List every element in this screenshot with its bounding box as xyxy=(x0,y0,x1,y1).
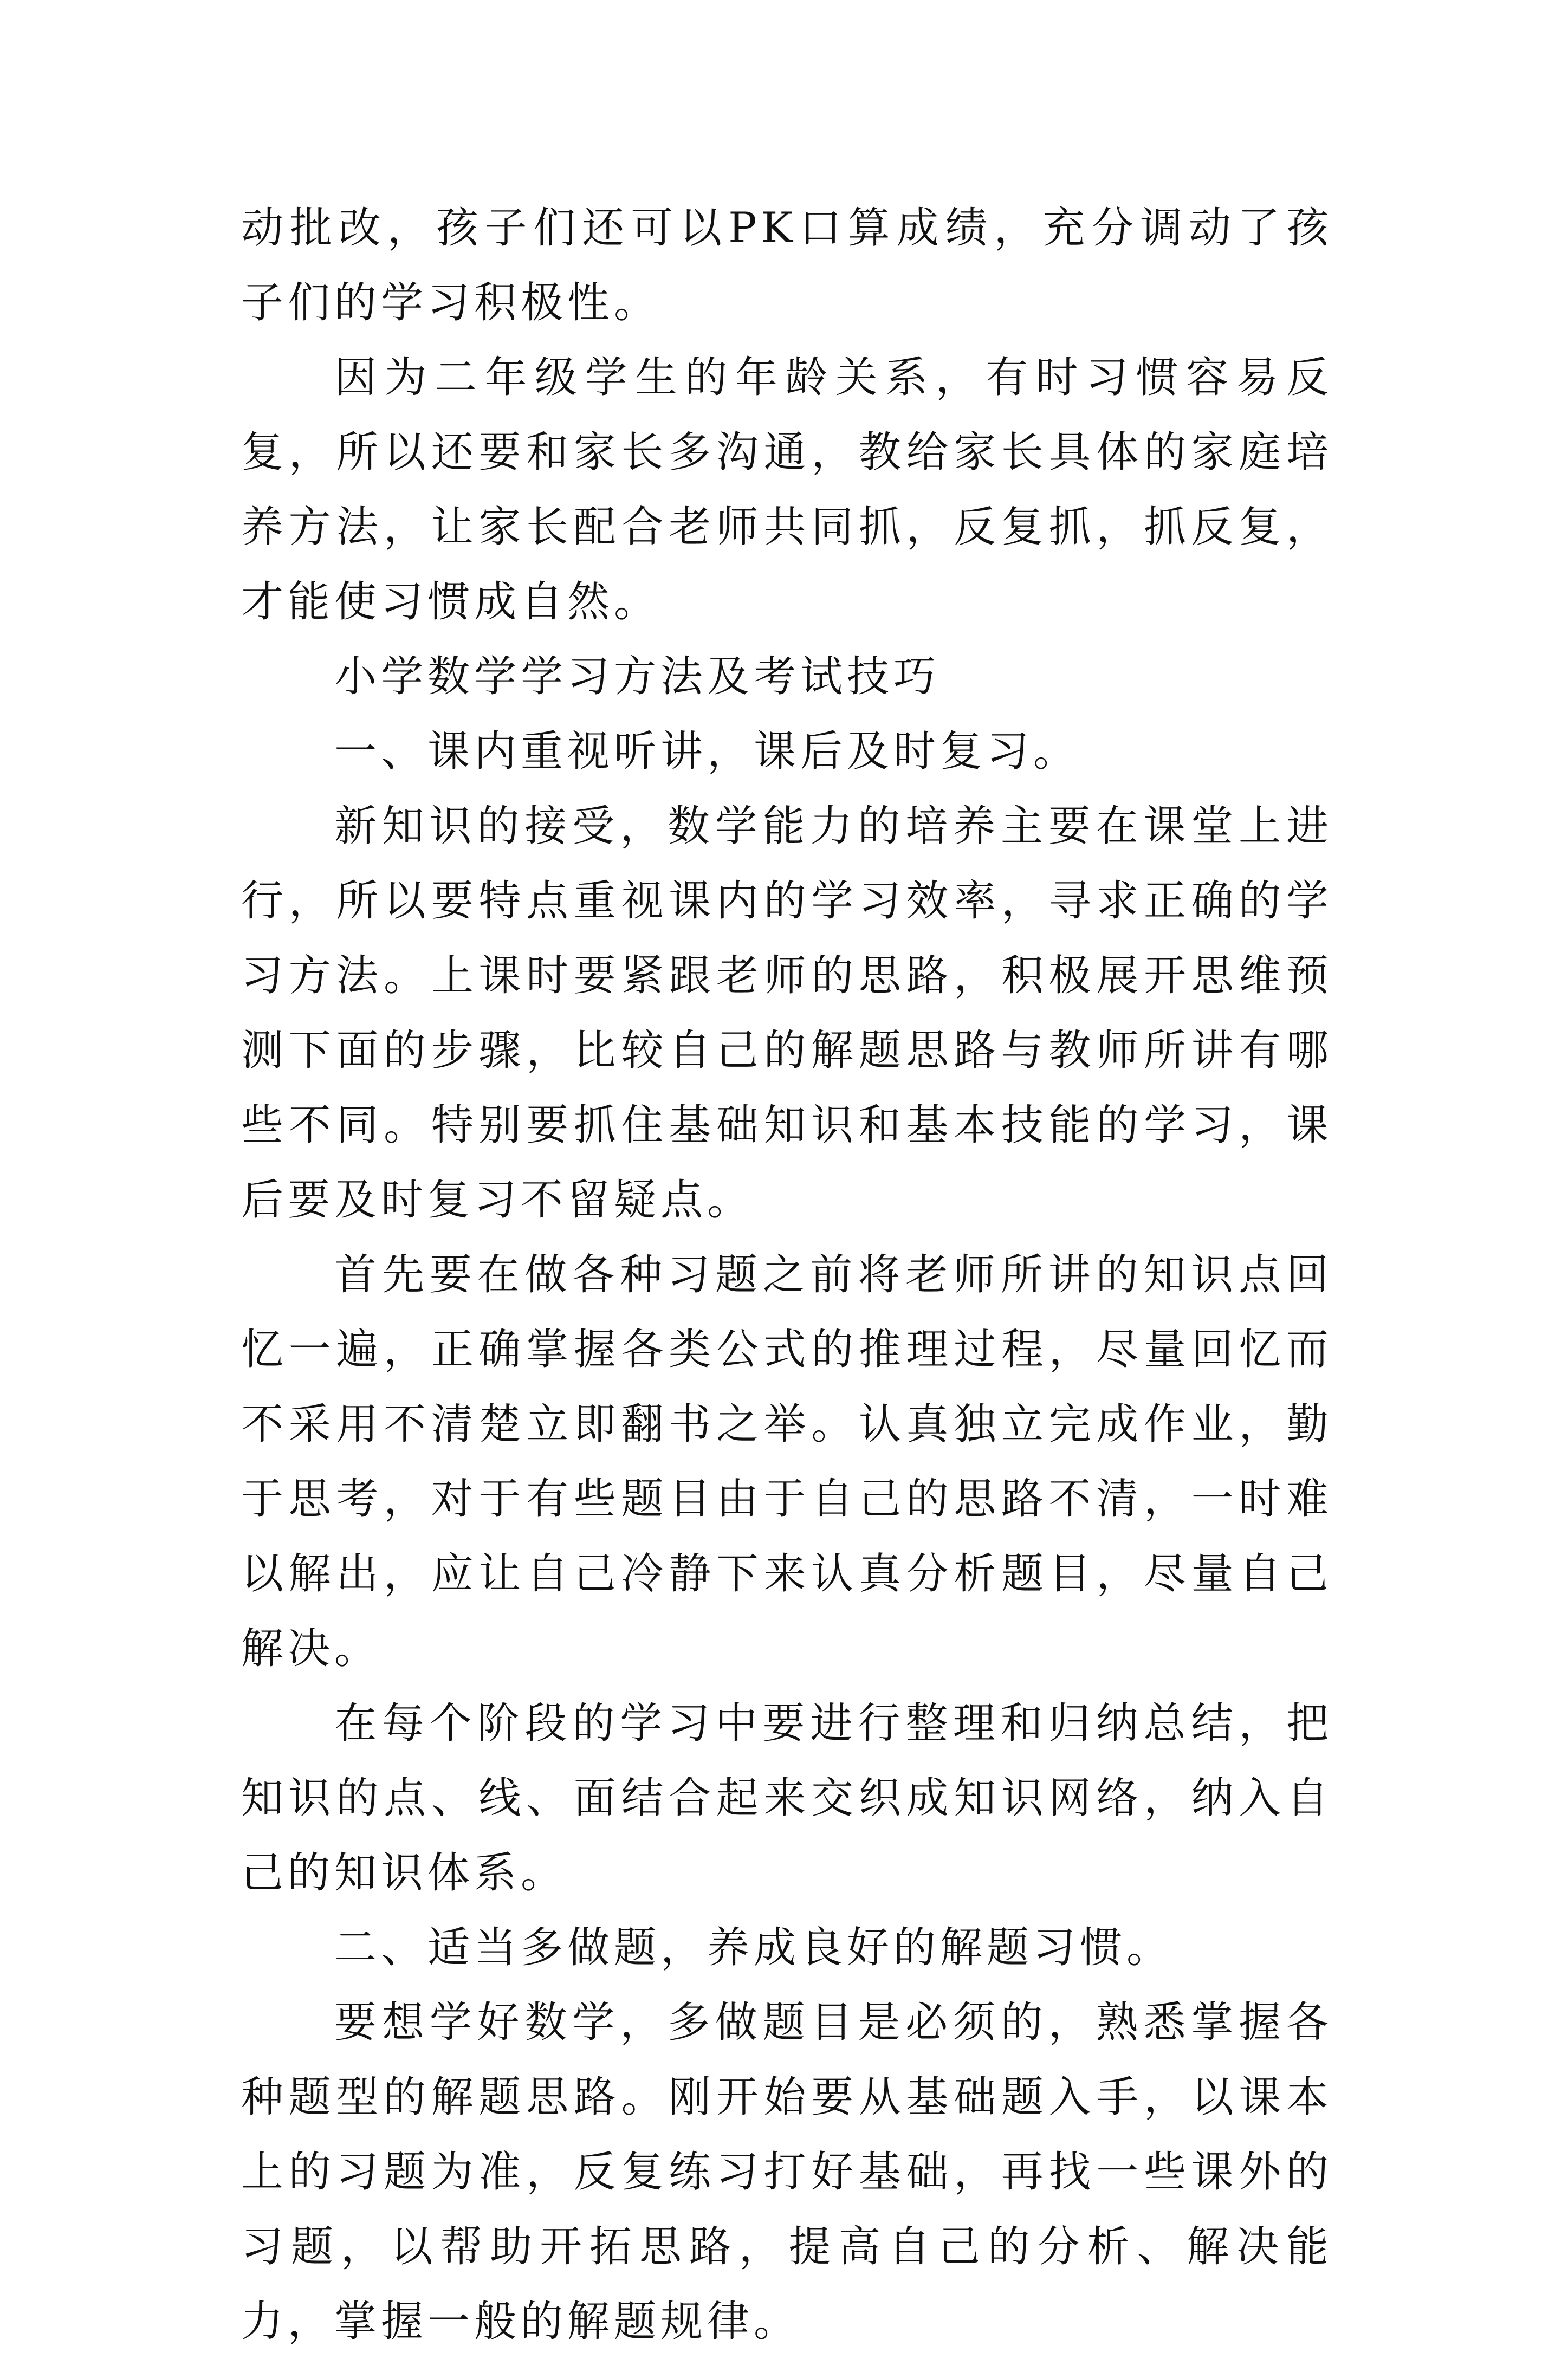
subheading-one: 一、课内重视听讲，课后及时复习。 xyxy=(334,727,1080,776)
paragraph-parent-communication: 因为二年级学生的年龄关系，有时习惯容易反复，所以还要和家长多沟通，教给家长具体的家庭培养方法，让家长配合老师共同抓，反复抓，抓反复，才能使习惯成自然。 xyxy=(241,353,1333,626)
paragraph-continuation: 动批改，孩子们还可以PK口算成绩，充分调动了孩子们的学习积极性。 xyxy=(241,204,1333,327)
subheading-two: 二、适当多做题，养成良好的解题习惯。 xyxy=(334,1923,1174,1972)
paragraph-classroom-learning: 新知识的接受，数学能力的培养主要在课堂上进行，所以要特点重视课内的学习效率，寻求正确的学习方法。上课时要紧跟老师的思路，积极展开思维预测下面的步骤，比较自己的解题思路与教师所讲有哪些不同。特别要抓住基础知识和基本技能的学习，课后要及时复习不留疑点。 xyxy=(241,802,1333,1224)
document-body xyxy=(241,191,1333,2359)
paragraph-summarize-knowledge: 在每个阶段的学习中要进行整理和归纳总结，把知识的点、线、面结合起来交织成知识网络，纳入自己的知识体系。 xyxy=(241,1699,1333,1897)
section-title: 小学数学学习方法及考试技巧 xyxy=(334,652,941,701)
paragraph-review-before-exercises: 首先要在做各种习题之前将老师所讲的知识点回忆一遍，正确掌握各类公式的推理过程，尽量回忆而不采用不清楚立即翻书之举。认真独立完成作业，勤于思考，对于有些题目由于自己的思路不清，一时难以解出，应让自己冷静下来认真分析题目，尽量自己解决。 xyxy=(241,1250,1333,1673)
paragraph-practice-problems: 要想学好数学，多做题目是必须的，熟悉掌握各种题型的解题思路。刚开始要从基础题入手，以课本上的习题为准，反复练习打好基础，再找一些课外的习题，以帮助开拓思路，提高自己的分析、解决能力，掌握一般的解题规律。 xyxy=(241,1998,1333,2346)
